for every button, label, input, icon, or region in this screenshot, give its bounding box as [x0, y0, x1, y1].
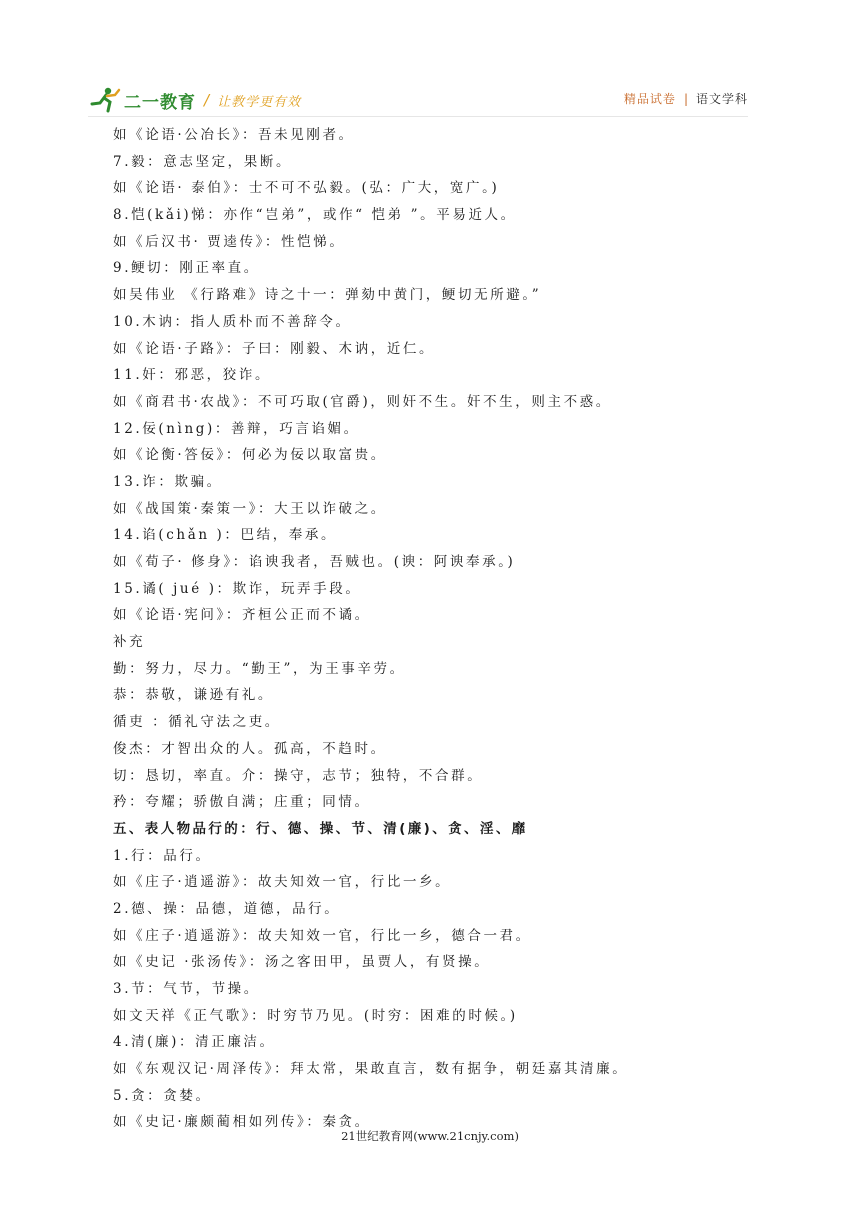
- text-line: 14.谄(chǎn )：巴结，奉承。: [113, 527, 338, 544]
- text-line: 如《论语·公冶长》：吾未见刚者。: [113, 127, 355, 143]
- text-line: 5.贪：贪婪。: [113, 1087, 212, 1104]
- text-line: 如文天祥《正气歌》：时穷节乃见。(时穷：困难的时候。): [113, 1007, 518, 1024]
- text-line: 补充: [113, 634, 146, 651]
- header-divider: |: [683, 91, 688, 106]
- text-line: 12.佞(nìng)：善辩，巧言谄媚。: [113, 420, 360, 437]
- text-line: 如《商君书·农战》：不可巧取(官爵)，则奸不生。奸不生，则主不惑。: [113, 393, 612, 410]
- text-line: 如《论语·宪问》：齐桓公正而不谲。: [113, 607, 371, 624]
- text-line: 4.清(廉)：清正廉洁。: [113, 1034, 276, 1051]
- text-line: 11.奸：邪恶，狡诈。: [113, 367, 272, 384]
- text-line: 如《论衡·答佞》：何必为佞以取富贵。: [113, 447, 387, 464]
- text-line: 恭：恭敬，谦逊有礼。: [113, 687, 274, 704]
- text-line: 如《东观汉记·周泽传》：拜太常，果敢直言，数有据争，朝廷嘉其清廉。: [113, 1061, 629, 1078]
- header-tag-quality: 精品试卷: [623, 92, 676, 106]
- text-line: 如《论语· 泰伯》：士不可不弘毅。(弘：广大，宽广。): [113, 180, 500, 197]
- text-line: 如吴伟业 《行路难》诗之十一：弹劾中黄门，鲠切无所避。”: [113, 287, 542, 304]
- text-line: 如《论语·子路》：子曰：刚毅、木讷，近仁。: [113, 340, 436, 357]
- section-heading: 五、表人物品行的：行、德、操、节、清(廉)、贪、淫、靡: [113, 820, 528, 837]
- text-line: 如《荀子· 修身》：谄谀我者，吾贼也。(谀：阿谀奉承。): [113, 554, 516, 570]
- text-line: 7.毅：意志坚定，果断。: [113, 153, 293, 170]
- text-line: 8.恺(kǎi)悌：亦作“岂弟”，或作“ 恺弟 ”。平易近人。: [113, 207, 517, 224]
- text-line: 2.德、操：品德，道德，品行。: [113, 900, 341, 917]
- text-line: 矜：夸耀；骄傲自满；庄重；同情。: [113, 794, 371, 811]
- text-line: 如《战国策·秦策一》：大王以诈破之。: [113, 500, 387, 517]
- text-line: 如《庄子·逍遥游》：故夫知效一官，行比一乡。: [113, 874, 452, 891]
- text-line: 10.木讷：指人质朴而不善辞令。: [113, 313, 352, 330]
- header-tags: [624, 90, 748, 107]
- page-footer: 21世纪教育网(www.21cnjy.com): [341, 1129, 519, 1143]
- running-man-icon: [88, 86, 122, 114]
- text-line: 15.谲( jué )：欺诈，玩弄手段。: [113, 580, 362, 597]
- text-line: 13.诈：欺骗。: [113, 473, 223, 490]
- text-line: 如《庄子·逍遥游》：故夫知效一官，行比一乡，德合一君。: [113, 927, 532, 944]
- document-body: [113, 122, 763, 1136]
- text-line: 如《史记·廉颇蔺相如列传》：秦贪。: [113, 1114, 371, 1131]
- logo-slogan: 让教学更有效: [217, 94, 302, 110]
- text-line: 3.节：气节，节操。: [113, 981, 260, 997]
- text-line: 切：恳切，率直。介：操守，志节；独特，不合群。: [113, 767, 484, 784]
- logo-separator: /: [204, 91, 210, 109]
- logo-text: 二一教育: [124, 92, 196, 113]
- text-line: 1.行：品行。: [113, 847, 212, 864]
- header-tag-subject: 语文学科: [695, 92, 748, 106]
- text-line: 循吏 ：循礼守法之吏。: [113, 714, 281, 731]
- text-line: 如《后汉书· 贾逵传》：性恺悌。: [113, 233, 346, 250]
- text-line: 如《史记 ·张汤传》：汤之客田甲，虽贾人，有贤操。: [113, 954, 491, 971]
- brand-logo: [88, 86, 301, 114]
- text-line: 俊杰：才智出众的人。孤高，不趋时。: [113, 740, 387, 757]
- text-line: 9.鲠切：刚正率直。: [113, 260, 260, 277]
- text-line: 勤：努力，尽力。“勤王”，为王事辛劳。: [113, 660, 406, 677]
- header-rule: [88, 116, 748, 117]
- page-header: [88, 86, 748, 116]
